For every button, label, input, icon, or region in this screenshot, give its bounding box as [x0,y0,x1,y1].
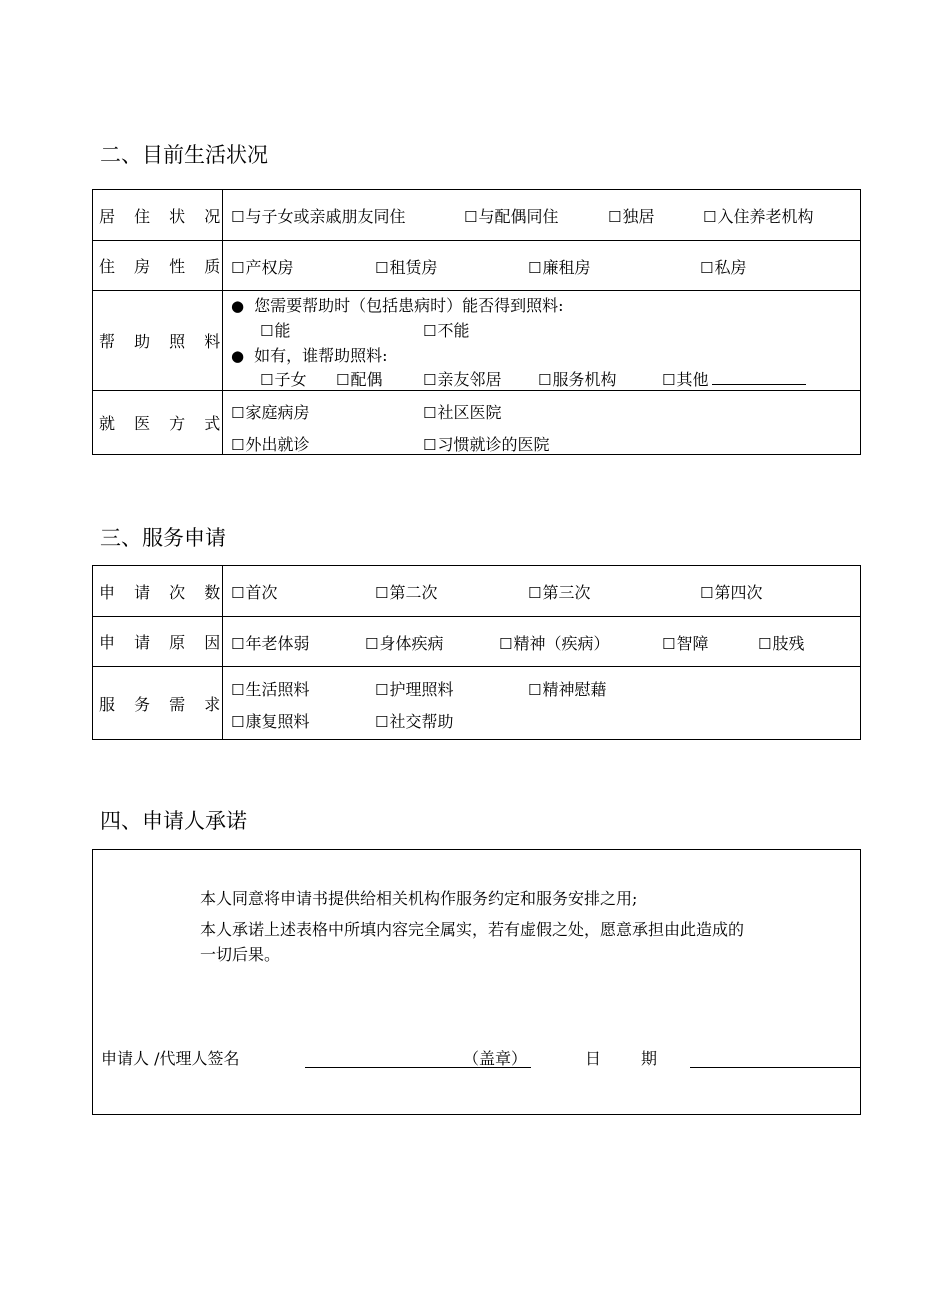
care-option-relatives[interactable]: ☐亲友邻居 [423,370,502,389]
living-option-institution[interactable]: ☐入住养老机构 [703,207,814,226]
needs-row [93,667,861,740]
reason-option-limb[interactable]: ☐肢残 [758,634,805,653]
checkbox-icon[interactable]: ☐ [700,259,714,277]
living-option-family[interactable]: ☐与子女或亲戚朋友同住 [231,207,406,226]
checkbox-icon[interactable]: ☐ [231,713,245,731]
checkbox-icon[interactable]: ☐ [231,259,245,277]
housing-option-rented[interactable]: ☐租赁房 [375,258,438,277]
checkbox-icon[interactable]: ☐ [662,371,676,389]
checkbox-icon[interactable]: ☐ [528,681,542,699]
service-application-table [92,565,861,740]
checkbox-icon[interactable]: ☐ [423,404,437,422]
promise-line-3: 一切后果。 [200,945,281,964]
needs-option-rehab[interactable]: ☐康复照料 [231,712,310,731]
checkbox-icon[interactable]: ☐ [231,404,245,422]
count-option-first[interactable]: ☐首次 [231,583,278,602]
care-question-1: ● 您需要帮助时（包括患病时）能否得到照料: [231,296,564,315]
count-option-third[interactable]: ☐第三次 [528,583,591,602]
promise-line-2: 本人承诺上述表格中所填内容完全属实，若有虚假之处，愿意承担由此造成的 [200,920,745,939]
needs-option-social[interactable]: ☐社交帮助 [375,712,454,731]
reason-label: 申 请 原 因 [93,617,223,667]
reason-option-intellectual[interactable]: ☐智障 [662,634,709,653]
care-option-agency[interactable]: ☐服务机构 [538,370,617,389]
checkbox-icon[interactable]: ☐ [662,635,676,653]
checkbox-icon[interactable]: ☐ [231,635,245,653]
bullet-icon: ● [231,347,245,365]
care-row [93,291,861,391]
living-status-table [92,189,861,455]
medical-option-usual-hospital[interactable]: ☐习惯就诊的医院 [423,435,550,454]
reason-option-illness[interactable]: ☐身体疾病 [365,634,444,653]
checkbox-icon[interactable]: ☐ [758,635,772,653]
care-label: 帮 助 照 料 [93,291,223,391]
care-option-spouse[interactable]: ☐配偶 [336,370,383,389]
living-row [93,190,861,241]
reason-option-mental[interactable]: ☐精神（疾病） [499,634,610,653]
living-option-alone[interactable]: ☐独居 [608,207,655,226]
care-option-other[interactable]: ☐其他 [662,367,806,390]
section2-title: 二、目前生活状况 [100,143,268,167]
checkbox-icon[interactable]: ☐ [231,208,245,226]
section3-title: 三、服务申请 [100,526,226,550]
checkbox-icon[interactable]: ☐ [375,259,389,277]
checkbox-icon[interactable]: ☐ [538,371,552,389]
medical-label: 就 医 方 式 [93,391,223,455]
medical-option-outpatient[interactable]: ☐外出就诊 [231,435,310,454]
checkbox-icon[interactable]: ☐ [528,584,542,602]
signature-label: 申请人 /代理人签名 [101,1049,240,1068]
care-option-no[interactable]: ☐不能 [423,321,470,340]
bullet-icon: ● [231,297,245,315]
medical-option-home-ward[interactable]: ☐家庭病房 [231,403,310,422]
applicant-promise-box [92,849,861,1115]
care-option-children[interactable]: ☐子女 [260,370,307,389]
checkbox-icon[interactable]: ☐ [375,584,389,602]
section4-title: 四、申请人承诺 [100,809,247,833]
count-row [93,566,861,617]
checkbox-icon[interactable]: ☐ [365,635,379,653]
checkbox-icon[interactable]: ☐ [499,635,513,653]
checkbox-icon[interactable]: ☐ [423,322,437,340]
checkbox-icon[interactable]: ☐ [260,322,274,340]
checkbox-icon[interactable]: ☐ [423,371,437,389]
checkbox-icon[interactable]: ☐ [700,584,714,602]
count-label: 申 请 次 数 [93,566,223,617]
seal-label: （盖章） [463,1049,528,1068]
checkbox-icon[interactable]: ☐ [375,713,389,731]
checkbox-icon[interactable]: ☐ [423,436,437,454]
living-option-spouse[interactable]: ☐与配偶同住 [464,207,559,226]
checkbox-icon[interactable]: ☐ [464,208,478,226]
date-line[interactable] [690,1066,860,1068]
housing-option-owned[interactable]: ☐产权房 [231,258,294,277]
reason-option-elderly[interactable]: ☐年老体弱 [231,634,310,653]
checkbox-icon[interactable]: ☐ [231,584,245,602]
checkbox-icon[interactable]: ☐ [336,371,350,389]
reason-row [93,617,861,667]
checkbox-icon[interactable]: ☐ [231,681,245,699]
care-option-yes[interactable]: ☐能 [260,321,291,340]
checkbox-icon[interactable]: ☐ [528,259,542,277]
needs-option-nursing[interactable]: ☐护理照料 [375,680,454,699]
checkbox-icon[interactable]: ☐ [703,208,717,226]
checkbox-icon[interactable]: ☐ [375,681,389,699]
housing-option-lowrent[interactable]: ☐廉租房 [528,258,591,277]
needs-option-daily-care[interactable]: ☐生活照料 [231,680,310,699]
other-fill-line[interactable] [712,372,806,385]
care-question-2: ● 如有，谁帮助照料: [231,346,388,365]
living-label: 居 住 状 况 [93,190,223,241]
checkbox-icon[interactable]: ☐ [608,208,622,226]
count-option-second[interactable]: ☐第二次 [375,583,438,602]
count-option-fourth[interactable]: ☐第四次 [700,583,763,602]
housing-label: 住 房 性 质 [93,241,223,291]
date-label-1: 日 [585,1049,602,1068]
needs-label: 服 务 需 求 [93,667,223,740]
housing-option-private[interactable]: ☐私房 [700,258,747,277]
needs-option-comfort[interactable]: ☐精神慰藉 [528,680,607,699]
checkbox-icon[interactable]: ☐ [231,436,245,454]
checkbox-icon[interactable]: ☐ [260,371,274,389]
medical-row [93,391,861,455]
medical-option-community[interactable]: ☐社区医院 [423,403,502,422]
promise-line-1: 本人同意将申请书提供给相关机构作服务约定和服务安排之用; [200,889,638,908]
housing-row [93,241,861,291]
date-label-2: 期 [641,1049,658,1068]
